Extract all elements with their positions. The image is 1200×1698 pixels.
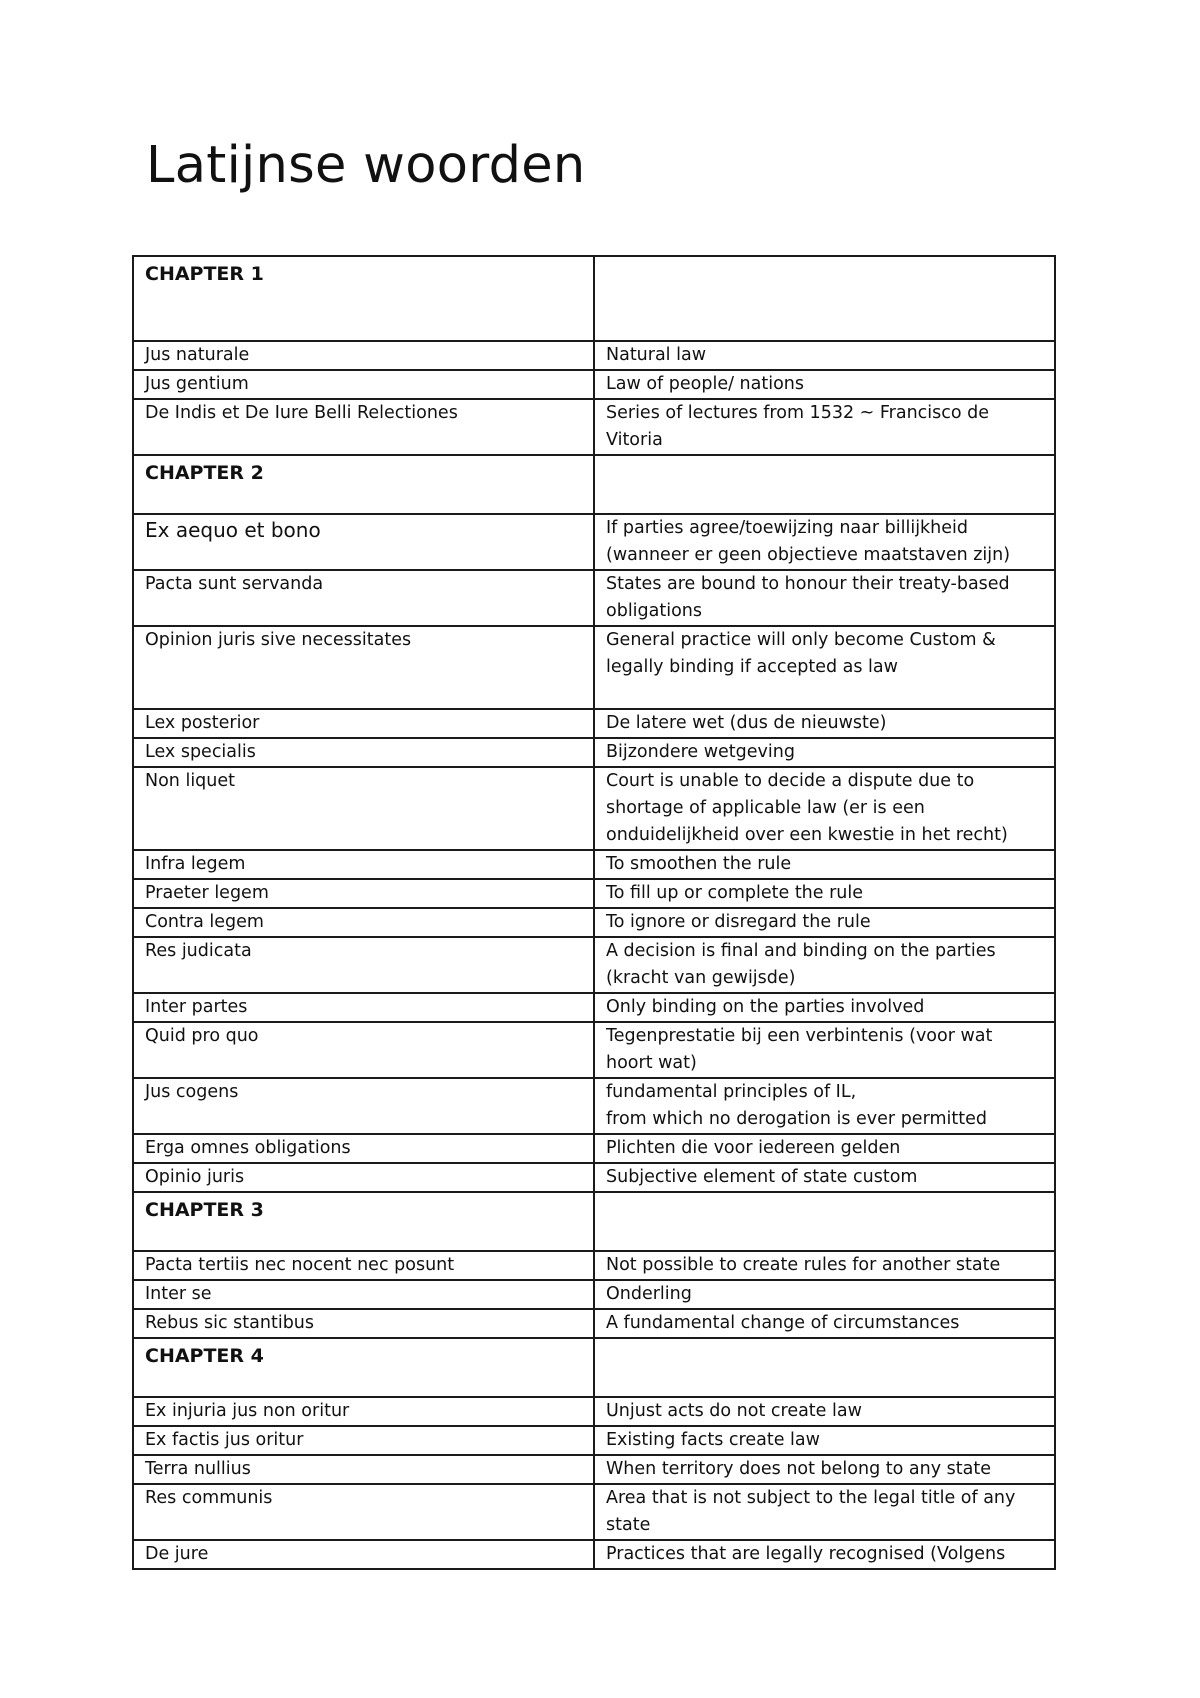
- meaning-cell: De latere wet (dus de nieuwste): [594, 709, 1055, 738]
- term-cell: Praeter legem: [133, 879, 594, 908]
- table-row: [133, 1455, 1055, 1484]
- meaning-cell: To smoothen the rule: [594, 850, 1055, 879]
- meaning-cell: Bijzondere wetgeving: [594, 738, 1055, 767]
- empty-cell: [594, 1192, 1055, 1251]
- table-row: [133, 709, 1055, 738]
- meaning-cell: States are bound to honour their treaty-based obligations: [594, 570, 1055, 626]
- table-row: [133, 879, 1055, 908]
- table-row: [133, 370, 1055, 399]
- meaning-cell: To ignore or disregard the rule: [594, 908, 1055, 937]
- term-cell: Ex factis jus oritur: [133, 1426, 594, 1455]
- table-row: [133, 1426, 1055, 1455]
- empty-cell: [594, 1338, 1055, 1397]
- meaning-cell: General practice will only become Custom & legally binding if accepted as law: [594, 626, 1055, 709]
- meaning-cell: Law of people/ nations: [594, 370, 1055, 399]
- term-cell: Terra nullius: [133, 1455, 594, 1484]
- term-cell: Non liquet: [133, 767, 594, 850]
- meaning-cell: Area that is not subject to the legal title of any state: [594, 1484, 1055, 1540]
- meaning-cell: Natural law: [594, 341, 1055, 370]
- vocab-table: [132, 255, 1056, 1570]
- term-cell: Lex posterior: [133, 709, 594, 738]
- term-cell: Inter se: [133, 1280, 594, 1309]
- meaning-cell: Subjective element of state custom: [594, 1163, 1055, 1192]
- term-cell: Jus gentium: [133, 370, 594, 399]
- meaning-cell: Series of lectures from 1532 ~ Francisco de Vitoria: [594, 399, 1055, 455]
- meaning-cell: Court is unable to decide a dispute due to shortage of applicable law (er is een onduidelijkheid over een kwestie in het recht): [594, 767, 1055, 850]
- meaning-line: fundamental principles of IL,: [606, 1082, 857, 1102]
- table-row: [133, 1280, 1055, 1309]
- term-cell: Rebus sic stantibus: [133, 1309, 594, 1338]
- meaning-cell: To fill up or complete the rule: [594, 879, 1055, 908]
- page-title: Latijnse woorden: [146, 136, 586, 195]
- term-cell: Opinio juris: [133, 1163, 594, 1192]
- table-row: [133, 1163, 1055, 1192]
- meaning-cell: [594, 1078, 1055, 1134]
- term-cell: Pacta tertiis nec nocent nec posunt: [133, 1251, 594, 1280]
- term-cell: De Indis et De Iure Belli Relectiones: [133, 399, 594, 455]
- table-row: [133, 570, 1055, 626]
- chapter-heading: CHAPTER 4: [133, 1338, 594, 1397]
- chapter-header-row: [133, 1338, 1055, 1397]
- table-row: [133, 1484, 1055, 1540]
- term-cell: Jus cogens: [133, 1078, 594, 1134]
- chapter-heading: CHAPTER 1: [133, 256, 594, 341]
- meaning-cell: When territory does not belong to any state: [594, 1455, 1055, 1484]
- chapter-heading: CHAPTER 2: [133, 455, 594, 514]
- meaning-cell: Onderling: [594, 1280, 1055, 1309]
- term-cell: Contra legem: [133, 908, 594, 937]
- meaning-cell: A fundamental change of circumstances: [594, 1309, 1055, 1338]
- table-row: [133, 514, 1055, 570]
- meaning-cell: If parties agree/toewijzing naar billijkheid (wanneer er geen objectieve maatstaven zijn): [594, 514, 1055, 570]
- meaning-cell: Not possible to create rules for another state: [594, 1251, 1055, 1280]
- table-row: [133, 1309, 1055, 1338]
- meaning-cell: Only binding on the parties involved: [594, 993, 1055, 1022]
- table-row: [133, 993, 1055, 1022]
- term-cell: De jure: [133, 1540, 594, 1569]
- term-cell: Res communis: [133, 1484, 594, 1540]
- table-row: [133, 341, 1055, 370]
- meaning-line: from which no derogation is ever permitted: [606, 1109, 987, 1129]
- empty-cell: [594, 455, 1055, 514]
- term-cell: Inter partes: [133, 993, 594, 1022]
- table-row: [133, 908, 1055, 937]
- meaning-cell: Tegenprestatie bij een verbintenis (voor wat hoort wat): [594, 1022, 1055, 1078]
- term-cell: Quid pro quo: [133, 1022, 594, 1078]
- empty-cell: [594, 256, 1055, 341]
- term-cell: Lex specialis: [133, 738, 594, 767]
- meaning-cell: A decision is final and binding on the parties (kracht van gewijsde): [594, 937, 1055, 993]
- table-row: [133, 1540, 1055, 1569]
- meaning-cell: Unjust acts do not create law: [594, 1397, 1055, 1426]
- table-row: [133, 1251, 1055, 1280]
- table-row: [133, 1022, 1055, 1078]
- chapter-header-row: [133, 256, 1055, 341]
- term-cell: Res judicata: [133, 937, 594, 993]
- term-cell: Ex aequo et bono: [133, 514, 594, 570]
- meaning-cell: Existing facts create law: [594, 1426, 1055, 1455]
- meaning-cell: Practices that are legally recognised (Volgens: [594, 1540, 1055, 1569]
- table-row: [133, 767, 1055, 850]
- chapter-header-row: [133, 455, 1055, 514]
- term-cell: Opinion juris sive necessitates: [133, 626, 594, 709]
- table-row: [133, 626, 1055, 709]
- table-row: [133, 1397, 1055, 1426]
- table-row: [133, 1078, 1055, 1134]
- term-cell: Infra legem: [133, 850, 594, 879]
- term-cell: Jus naturale: [133, 341, 594, 370]
- term-cell: Pacta sunt servanda: [133, 570, 594, 626]
- table-row: [133, 850, 1055, 879]
- meaning-cell: Plichten die voor iedereen gelden: [594, 1134, 1055, 1163]
- term-cell: Ex injuria jus non oritur: [133, 1397, 594, 1426]
- table-row: [133, 937, 1055, 993]
- table-row: [133, 1134, 1055, 1163]
- table-row: [133, 399, 1055, 455]
- chapter-heading: CHAPTER 3: [133, 1192, 594, 1251]
- term-cell: Erga omnes obligations: [133, 1134, 594, 1163]
- chapter-header-row: [133, 1192, 1055, 1251]
- table-row: [133, 738, 1055, 767]
